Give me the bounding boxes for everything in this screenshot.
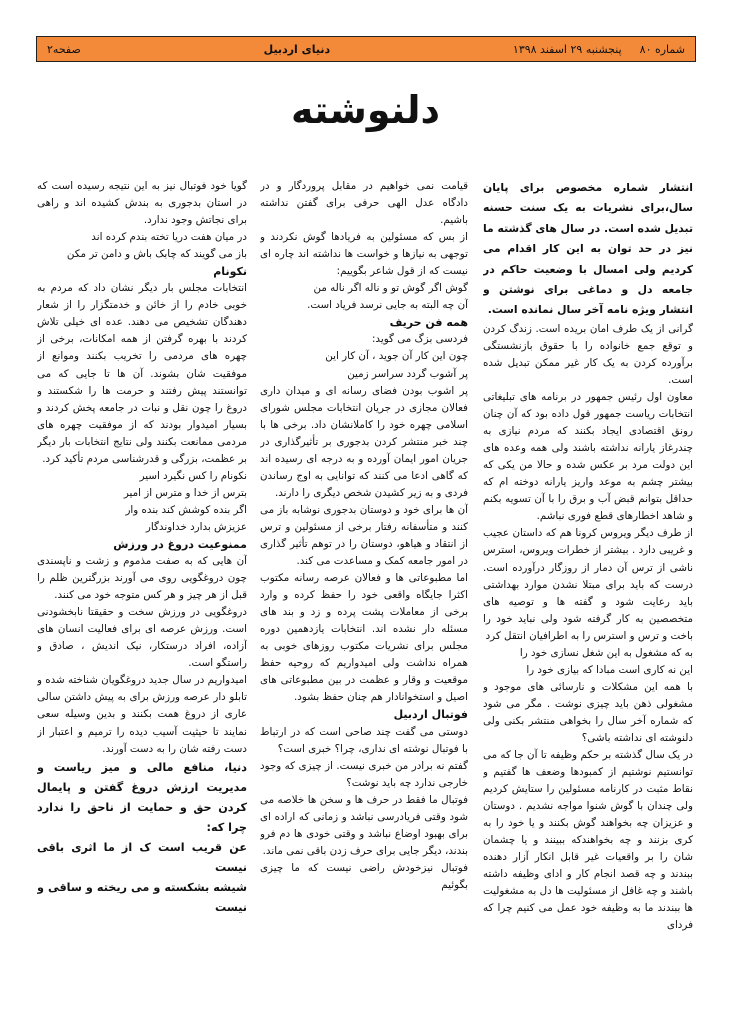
date-issue-group (513, 43, 685, 56)
paragraph: قیامت نمی خواهیم در مقابل پروردگار و در دادگاه عدل الهی حرفی برای گفتن نداشته باشیم. (260, 180, 468, 227)
paragraph: انتخابات مجلس بار دیگر نشان داد که مردم به خوبی خادم را از خائن و خدمتگزار را از شعار دهندگان تشخیص می دهند. عده ای خیلی تلاش کردند با بهره گرفتن از همه امکانات، برخی از چهره های مردمی را تخریب بکنند وموانع از موفقیت شان بشوند. آن ها تا جایی که می توانستند پیش رفتند و حرمت ها را شکستند و دروغ را چون نقل و نبات در جامعه پخش کردند و بسیار امیدوار بودند که از موفقیت چهره های مردمی ممانعت بکنند ولی نتایج انتخابات بار دیگر بر عظمت، بزرگی و قدرشناسی مردم تأکید کرد. (37, 282, 247, 465)
section-heading: فوتبال اردبیل (393, 708, 468, 722)
paragraph: با همه این مشکلات و نارسائی های موجود و مشغولی ذهن باید چیزی نوشت . مگر می شود که شماره آخر سال را بخواهی منتشر بکنی ولی دلنوشته ای نداشته باشی؟ (483, 680, 693, 744)
section-heading: نکونام (213, 265, 247, 279)
section-heading: همه فن حریف (389, 316, 468, 330)
paragraph: عن قریب است ک از ما اثری باقی نیست (37, 840, 247, 874)
paragraph: نکونام را کس نگیرد اسیر (139, 469, 247, 482)
paragraph: عزیزش بدارد خداوندگار (145, 520, 247, 533)
paragraph: پر اشوب بودن فضای رسانه ای و میدان داری فعالان مجازی در جریان انتخابات مجلس شورای اسلامی چهره خود را کاملانشان داد. برخی ها با چند خبر منتشر کردن بدجوری بر تأثیرگذاری در جریان امور ایمان آورده و به درجه ای رسیده اند که گاهی ادعا می کنند که توانایی به اوج رساندن فردی و به زیر کشیدن شخص دیگری را دارند. (260, 384, 468, 499)
paragraph: باز می گویند که چابک باش و دامن تر مکن (66, 248, 247, 261)
column-left (37, 178, 247, 1010)
paragraph: دوستی می گفت چند صاحی است که در ارتباط با فوتبال نوشته ای نداری، چرا؟ خبری است؟ (260, 725, 468, 755)
paragraph: بترس از خدا و مترس از امیر (123, 486, 247, 499)
paragraph: انتشار شماره مخصوص برای پایان سال،برای نشریات به یک سنت حسنه تبدیل شده است. در سال های گذشته ما نیز در حد توان به این کار اقدام می کردیم ولی امسال با وضعیت حاکم در جامعه دل و دماغی برای نوشتن و انتشار ویژه نامه آخر سال نمانده است. (483, 181, 693, 317)
paragraph: گویا خود فوتبال نیز به این نتیجه رسیده است که در استان بدجوری به بندش کشیده اند و راهی برای نجاتش وجود ندارد. (37, 180, 247, 227)
paragraph: پر آشوب گردد سراسر زمین (347, 367, 468, 380)
page-header (36, 36, 696, 62)
newspaper-name: دنیای اردبیل (263, 42, 331, 56)
paragraph: شیشه بشکسته و می ریخته و ساقی و نیست (37, 880, 247, 914)
paragraph: معاون اول رئیس جمهور در برنامه های تبلیغاتی انتخابات ریاست جمهور قول داده بود که آن چنان رونق اقتصادی ایجاد بکنند که مردم نیازی به چندرغاز یارانه نداشته باشند ولی همه وعده های این دولت مرد بر عکس شده و حالا من یکی که بیشتر چشم به موعد واریز یارانه دوخته ام که حداقل بتوانم قبض آب و برق را با آن تسویه بکنم و شاهد اخطارهای قطع فوری نباشم. (483, 391, 693, 523)
article-title: دلنوشته (290, 88, 441, 132)
paragraph: فوتبال ما فقط در حرف ها و سخن ها خلاصه می شود وقتی فریادرسی نباشد و زمانی که اراده ای برای بهبود اوضاع نباشد و وقتی خودی ها دم فرو بندند، دیگر جایی برای حرف زدن باقی نمی ماند. (260, 793, 468, 857)
paragraph: اگر بنده کوشش کند بنده وار (125, 503, 247, 516)
paragraph: از طرف دیگر ویروس کرونا هم که داستان عجیب و غریبی دارد . بیشتر از خطرات ویروس، استرس ناشی از ترس آن دمار از روزگار درآورده است. درست که باید برای مبتلا نشدن موارد بهداشتی باید رعایت شود و گفته ها و توصیه های متخصصین به کار گرفته شود ولی نباید خود را باخت و ترس و استرس را به اطرافیان انتقل کرد (483, 527, 693, 642)
paragraph: آن هایی که به صفت مذموم و زشت و ناپسندی چون دروغگویی روی می آورند بزرگترین ظلم را قبل از هر چیز و هر کس متوجه خود می کنند. (37, 555, 247, 602)
paragraph: گوش اگر گوش تو و ناله اگر ناله من (313, 282, 468, 295)
paragraph: دنیا، منافع مالی و میز ریاست و مدیریت ارزش دروغ گفتن و پایمال کردن حق و حمایت از ناحق را ندارد چرا که: (37, 760, 247, 834)
paragraph: به که مشغول به این شغل نسازی خود را (519, 646, 693, 659)
column-middle (260, 178, 468, 1010)
section-heading: ممنوعیت دروغ در ورزش (113, 537, 247, 551)
paragraph: فوتبال نیزخودش راضی نیست که ما چیزی بگوئیم (260, 861, 468, 891)
paragraph: در یک سال گذشته بر حکم وظیفه تا آن جا که می توانستیم نوشتیم از کمبودها وضعف ها گفتیم و نقاط مثبت در کارنامه مسئولین را ستایش کردیم ولی چندان با گوش شنوا مواجه نشدیم . دوستان و عزیزان چه بخواهند گوش بکنند و یا خود را به کری بزنند و چه بخواهندکه ببینند و یا چشمان شان را بر واقعیات غیر قابل انکار آزار دهنده ببندند و چه قصد انجام کار و ادای وظیفه داشته باشند و چه غافل از مسئولیت ها دل به مشغولیت ها ببندند ما به وظیفه خود عمل می کنیم چرا که فردای (483, 749, 693, 932)
paragraph: از بس که مسئولین به فریادها گوش نکردند و توجهی به نیازها و خواست ها نداشته اند چاره ای نیست که از قول شاعر بگوییم: (260, 231, 468, 278)
paragraph: آن ها برای خود و دوستان بدجوری نوشابه باز می کنند و متأسفانه رفتار برخی از مسئولین و ترس از انتقاد و هیاهو، دوستان را در توهم تأثیر گذاری در امور جامعه کمک و مساعدت می کند. (260, 503, 468, 568)
issue-date: پنجشنبه ۲۹ اسفند ۱۳۹۸ (512, 42, 622, 56)
paragraph: امیدواریم در سال جدید دروغگویان شناخته شده و تابلو دار عرصه ورزش برای به پیش داشتن سالی عاری از دروغ همت بکنند و بدین وسیله سعی نمایند تا حیثیت آسیب دیده را ترمیم و اعتبار از دست رفته شان را به دست آورند. (37, 674, 247, 755)
paragraph: چون این کار آن جوید ، آن کار این (325, 350, 468, 363)
column-right (483, 178, 693, 1010)
issue-number: شماره ۸۰ (639, 42, 685, 56)
paragraph: گرانی از یک طرف امان بریده است. زندگ کردن و توقع جمع خانواده را با حقوق بازنشستگی برآورده کردن به یک کار غیر ممکن تبدیل شده است. (483, 322, 693, 386)
paragraph: فردسی بزگ می گوید: (371, 333, 468, 346)
paragraph: اما مطبوعاتی ها و فعالان عرصه رسانه مکتوب اکثرا جایگاه واقعی خود را حفظ کرده و وارد برخی از معاملات پشت پرده و زد و بند های مسئله دار نشده اند. انتخابات یازدهمین دوره مجلس برای نشریات مکتوب روزهای خوبی به همراه نداشت ولی امیدواریم که روحیه حفظ موقعیت و وقار و عظمت در بین مطبوعاتی های اصیل و استخوانادار هم چنان حفظ بشود. (260, 572, 468, 704)
paragraph: در میان هفت دریا تخته بندم کرده اند (91, 231, 247, 244)
paragraph: دروغگویی در ورزش سخت و حقیقتا نابخشودنی است. ورزش عرصه ای برای فعالیت انسان های آزاده، افراد درستکار، نیک اندیش ، صادق و راستگو است. (37, 606, 247, 670)
paragraph: گفتم نه برادر من خبری نیست. از چیزی که وجود خارجی ندارد چه باید نوشت؟ (260, 759, 468, 789)
paragraph: آن چه البته به جایی نرسد فریاد است. (307, 299, 468, 312)
paragraph: این نه کاری است مبادا که بیازی خود را (526, 663, 693, 676)
page-number: صفحه۲ (47, 42, 81, 56)
